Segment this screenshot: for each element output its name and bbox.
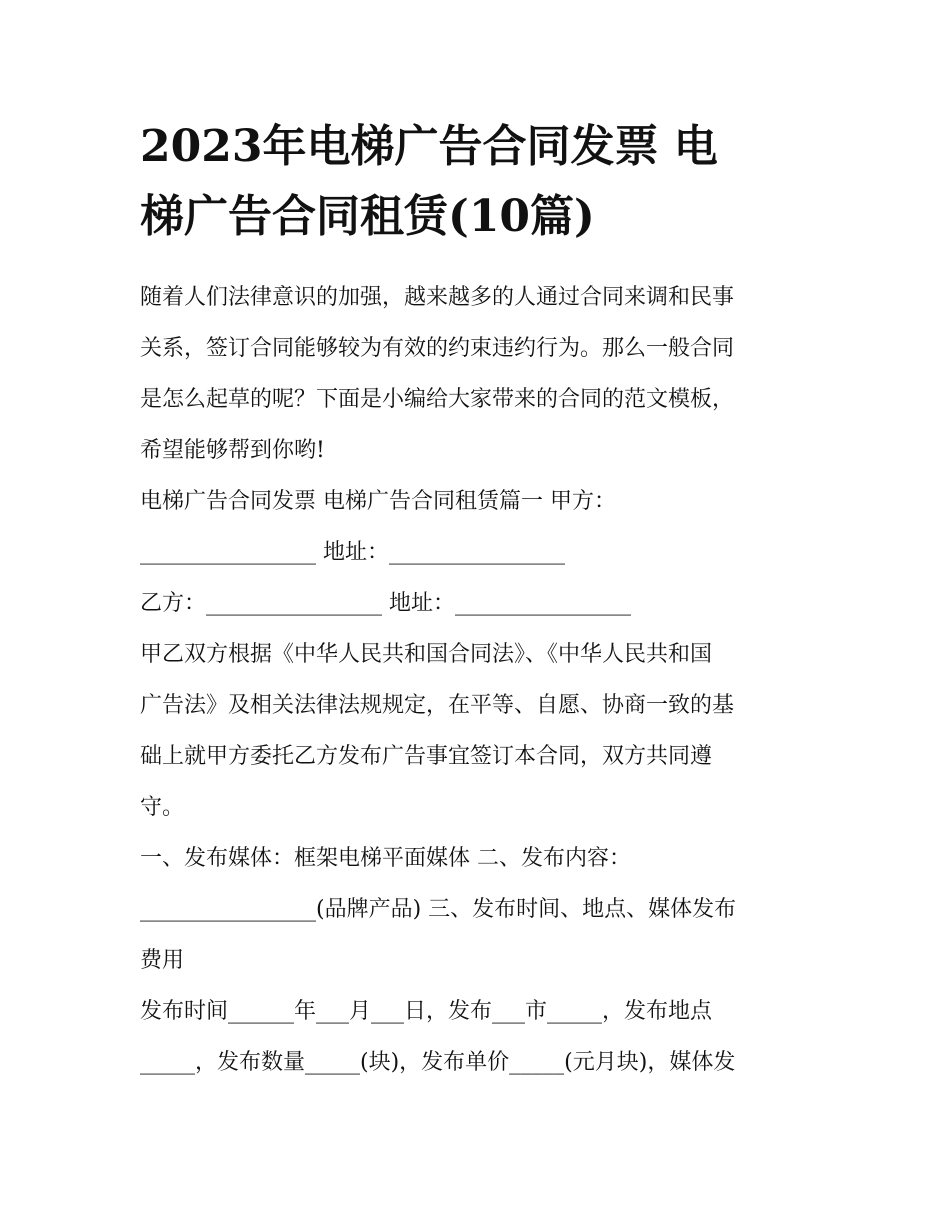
body-line: 广告法》及相关法律法规规定，在平等、自愿、协商一致的基 xyxy=(140,693,735,718)
document-title xyxy=(140,112,820,252)
document-body xyxy=(140,272,820,1088)
document-page xyxy=(140,112,820,1088)
party-a-fill-line: ________________ 地址：________________ xyxy=(140,540,565,565)
clause-line: ________________(品牌产品) 三、发布时间、地点、媒体发布 xyxy=(140,897,737,922)
clause-line: 发布时间______年___月___日，发布___市_____，发布地点 xyxy=(140,999,713,1024)
body-line: 关系，签订合同能够较为有效的约束违约行为。那么一般合同 xyxy=(140,336,735,361)
title-line-1: 2023年电梯广告合同发票 电 xyxy=(140,121,718,172)
body-line: 甲乙双方根据《中华人民共和国合同法》、《中华人民共和国 xyxy=(140,642,713,667)
title-line-2: 梯广告合同租赁(10篇) xyxy=(140,191,595,242)
clause-line: _____，发布数量_____(块)，发布单价_____(元月块)，媒体发 xyxy=(140,1050,736,1075)
section-heading-line: 电梯广告合同发票 电梯广告合同租赁篇一 甲方： xyxy=(140,489,616,514)
body-line: 是怎么起草的呢？下面是小编给大家带来的合同的范文模板， xyxy=(140,387,735,412)
body-line: 希望能够帮到你哟! xyxy=(140,438,325,463)
body-line: 础上就甲方委托乙方发布广告事宜签订本合同，双方共同遵 xyxy=(140,744,713,769)
party-b-fill-line: 乙方：________________ 地址：________________ xyxy=(140,591,631,616)
body-line: 守。 xyxy=(140,795,185,820)
clause-line: 费用 xyxy=(140,948,185,973)
body-line: 随着人们法律意识的加强，越来越多的人通过合同来调和民事 xyxy=(140,285,735,310)
clause-line: 一、发布媒体：框架电梯平面媒体 二、发布内容： xyxy=(140,846,631,871)
